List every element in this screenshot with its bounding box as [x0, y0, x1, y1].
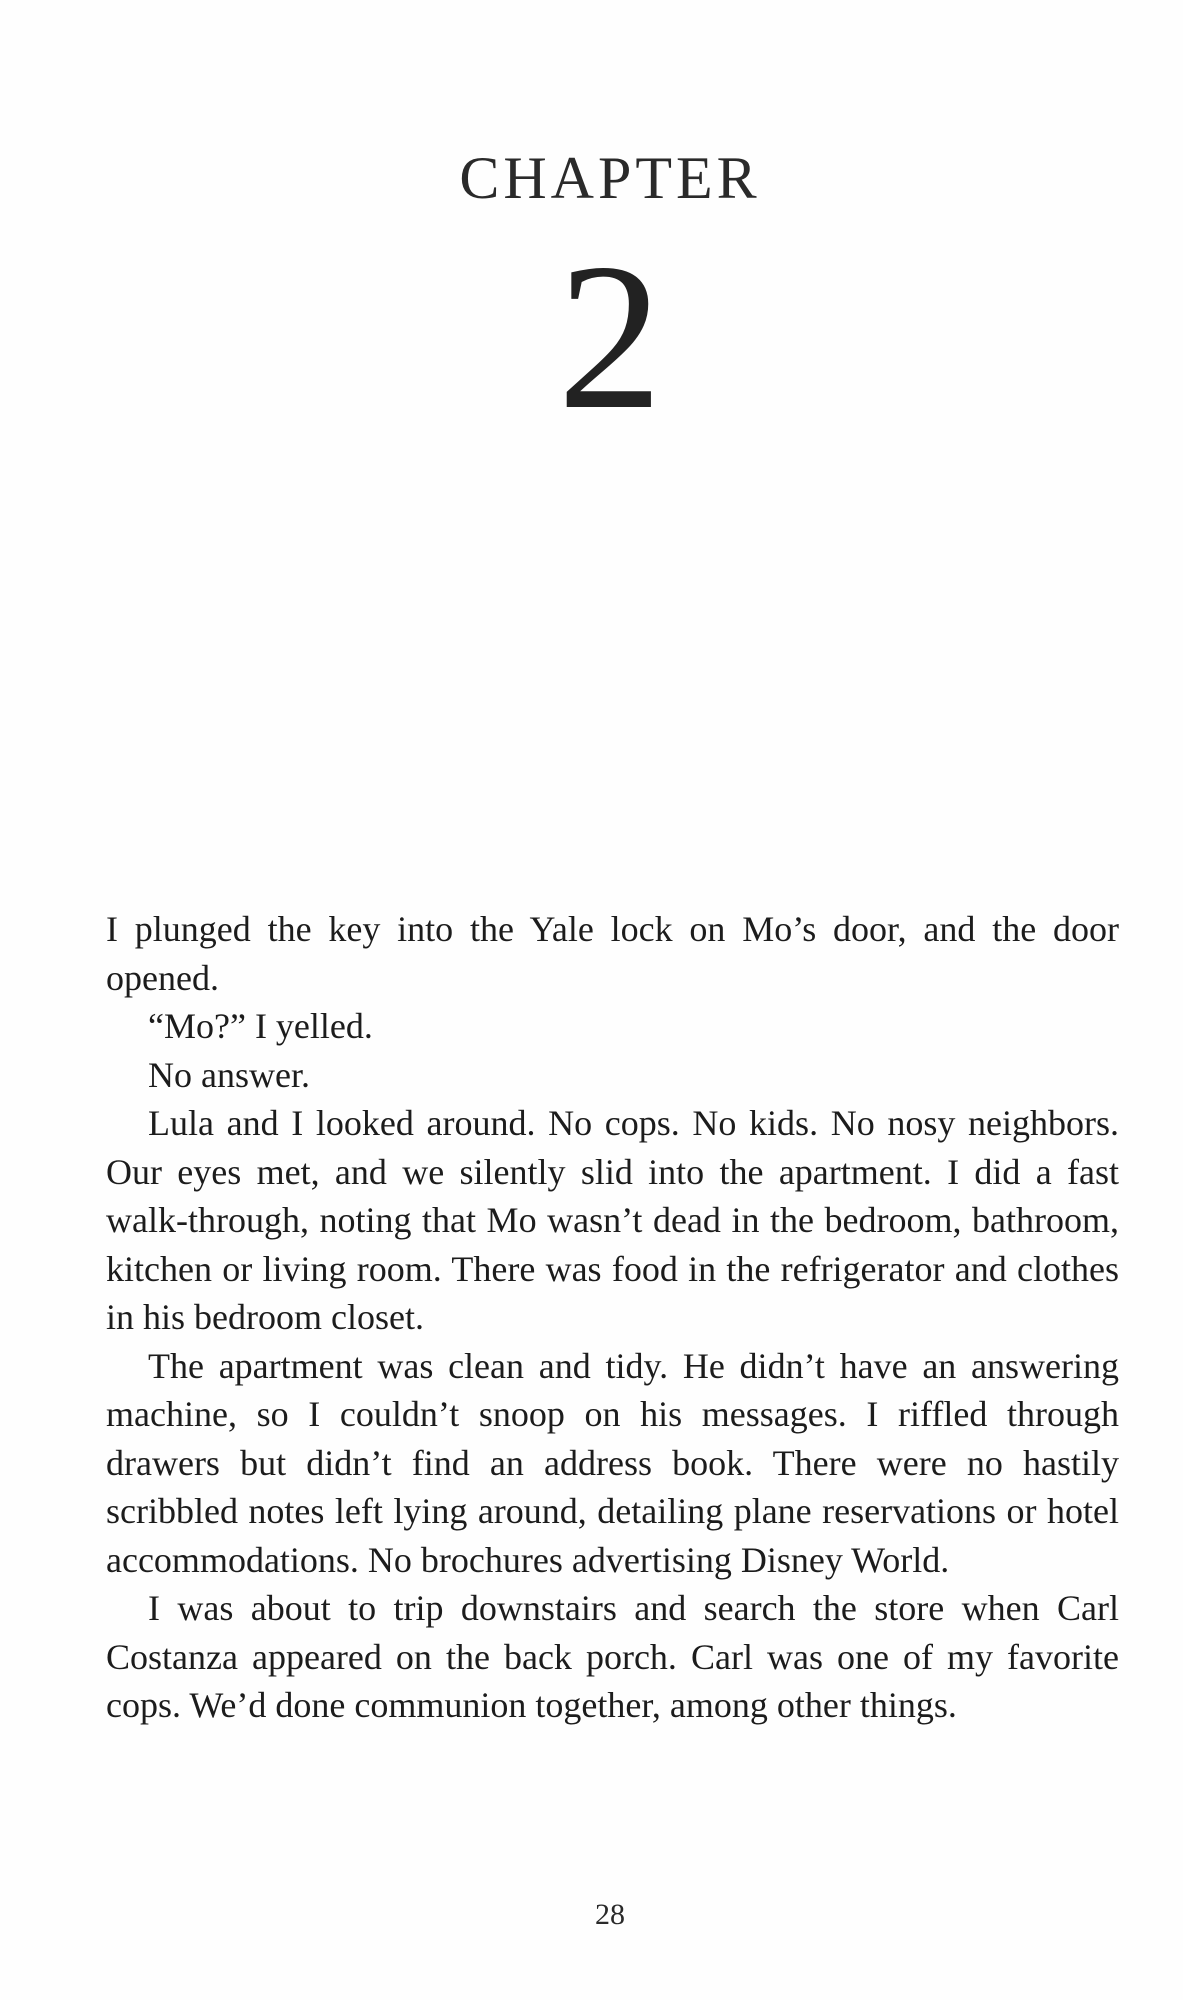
page-number: 28: [595, 1898, 625, 1931]
chapter-number: 2: [557, 221, 663, 453]
paragraph: The apartment was clean and tidy. He didn’t have an answering machine, so I couldn’t snoop on his messages. I riffled through drawers but didn’t find an address book. There were no hastily scribbled notes left lying around, detailing plane reservations or hotel accommodations. No brochures advertising Disney World.: [106, 1345, 1119, 1580]
paragraph: I was about to trip downstairs and search the store when Carl Costanza appeared on the back porch. Carl was one of my favorite cops. We’d done communion together, among other things.: [106, 1588, 1119, 1725]
paragraph: Lula and I looked around. No cops. No kids. No nosy neighbors. Our eyes met, and we silently slid into the apartment. I did a fast walk-through, noting that Mo wasn’t dead in the bedroom, bathroom, kitchen or living room. There was food in the refrigerator and clothes in his bedroom closet.: [106, 1103, 1119, 1337]
paragraph: I plunged the key into the Yale lock on Mo’s door, and the door opened.: [106, 909, 1119, 998]
chapter-heading: CHAPTER: [459, 145, 761, 211]
paragraph: No answer.: [148, 1054, 310, 1095]
body-text: [106, 905, 1119, 1730]
paragraph: “Mo?” I yelled.: [148, 1006, 373, 1046]
